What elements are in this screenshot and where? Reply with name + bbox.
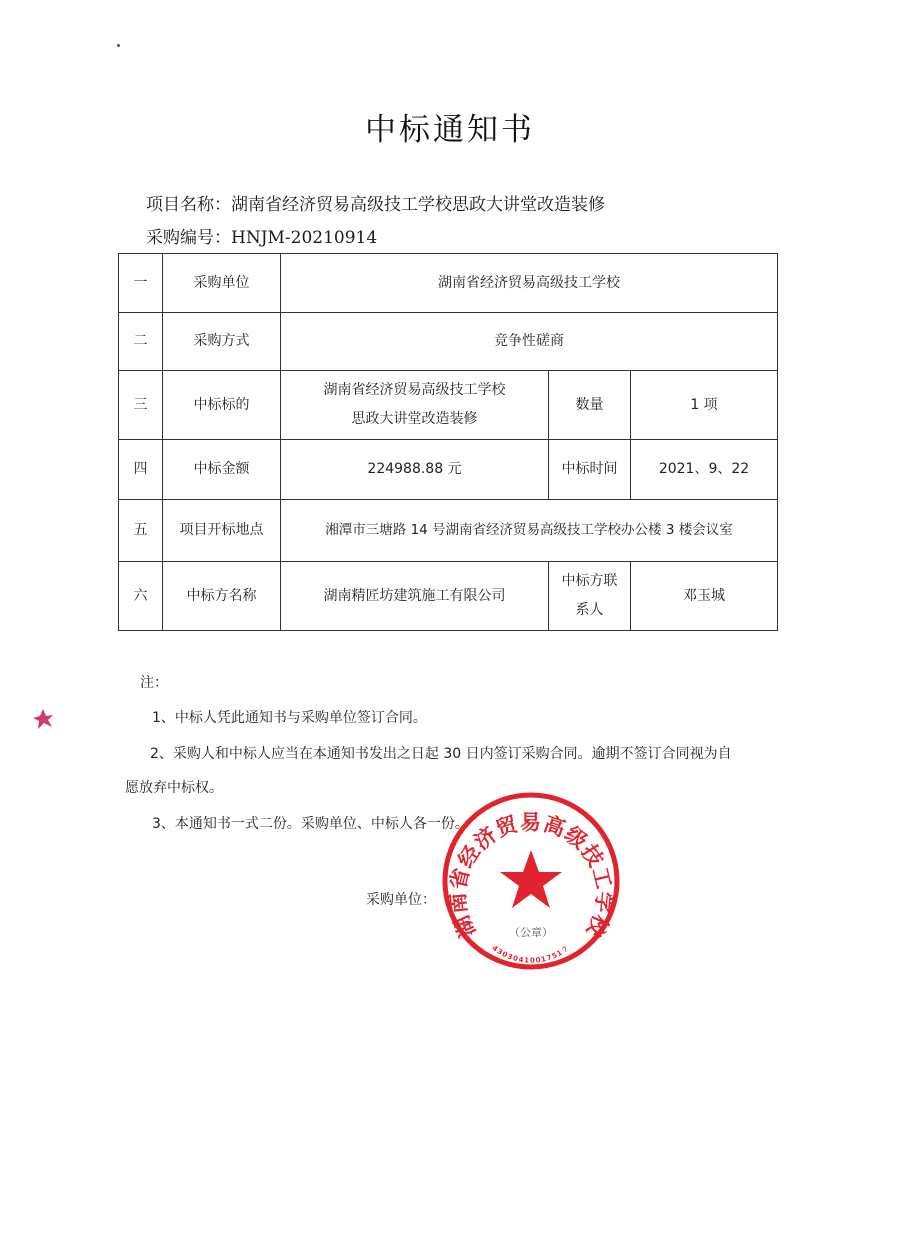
project-name: 项目名称：湖南省经济贸易高级技工学校思政大讲堂改造装修 — [146, 195, 605, 215]
row-sub-label-line: 系人 — [575, 602, 604, 618]
ink-stain — [30, 706, 56, 732]
note-item: 2、采购人和中标人应当在本通知书发出之日起 30 日内签订采购合同。逾期不签订合同视为自 — [150, 746, 732, 762]
note-item: 3、本通知书一式二份。采购单位、中标人各一份。 — [152, 816, 469, 832]
row-number: 二 — [119, 313, 163, 371]
row-sub-label: 中标时间 — [549, 440, 631, 500]
row-label: 中标标的 — [163, 371, 281, 440]
document-title: 中标通知书 — [365, 112, 535, 148]
row-number: 三 — [119, 371, 163, 440]
row-number: 六 — [119, 562, 163, 631]
note-item-continued: 愿放弃中标权。 — [125, 780, 223, 796]
row-number: 五 — [119, 500, 163, 562]
row-sub-label-line: 中标方联 — [561, 572, 618, 589]
star-icon — [500, 850, 562, 908]
row-number: 一 — [119, 254, 163, 313]
row-sub-label: 数量 — [549, 371, 631, 440]
row-value: 湖南精匠坊建筑施工有限公司 — [281, 562, 549, 631]
row-label: 中标金额 — [163, 440, 281, 500]
note-item: 1、中标人凭此通知书与采购单位签订合同。 — [152, 710, 427, 726]
row-sub-value: 1 项 — [631, 371, 778, 440]
row-sub-value: 2021、9、22 — [631, 440, 778, 500]
row-value: 竞争性磋商 — [281, 313, 778, 371]
row-label: 采购方式 — [163, 313, 281, 371]
row-value: 湘潭市三塘路 14 号湖南省经济贸易高级技工学校办公楼 3 楼会议室 — [281, 500, 778, 562]
seal-note: （公章） — [509, 926, 553, 939]
row-value: 湖南省经济贸易高级技工学校 — [281, 254, 778, 313]
row-value-line: 思政大讲堂改造装修 — [351, 411, 478, 427]
notes-heading: 注： — [140, 675, 168, 691]
row-label: 采购单位 — [163, 254, 281, 313]
row-value: 224988.88 元 — [281, 440, 549, 500]
row-label: 项目开标地点 — [163, 500, 281, 562]
seal-number: 4303041001751７ — [490, 944, 572, 965]
row-label: 中标方名称 — [163, 562, 281, 631]
row-number: 四 — [119, 440, 163, 500]
procurement-number: 采购编号：HNJM-20210914 — [146, 228, 378, 248]
signature-label: 采购单位： — [366, 892, 436, 908]
row-value-line: 湖南省经济贸易高级技工学校 — [323, 381, 506, 398]
official-seal — [440, 790, 622, 972]
row-sub-value: 邓玉城 — [631, 562, 778, 631]
seal-text: 湖南省经济贸易高级技工学校 — [445, 810, 617, 942]
